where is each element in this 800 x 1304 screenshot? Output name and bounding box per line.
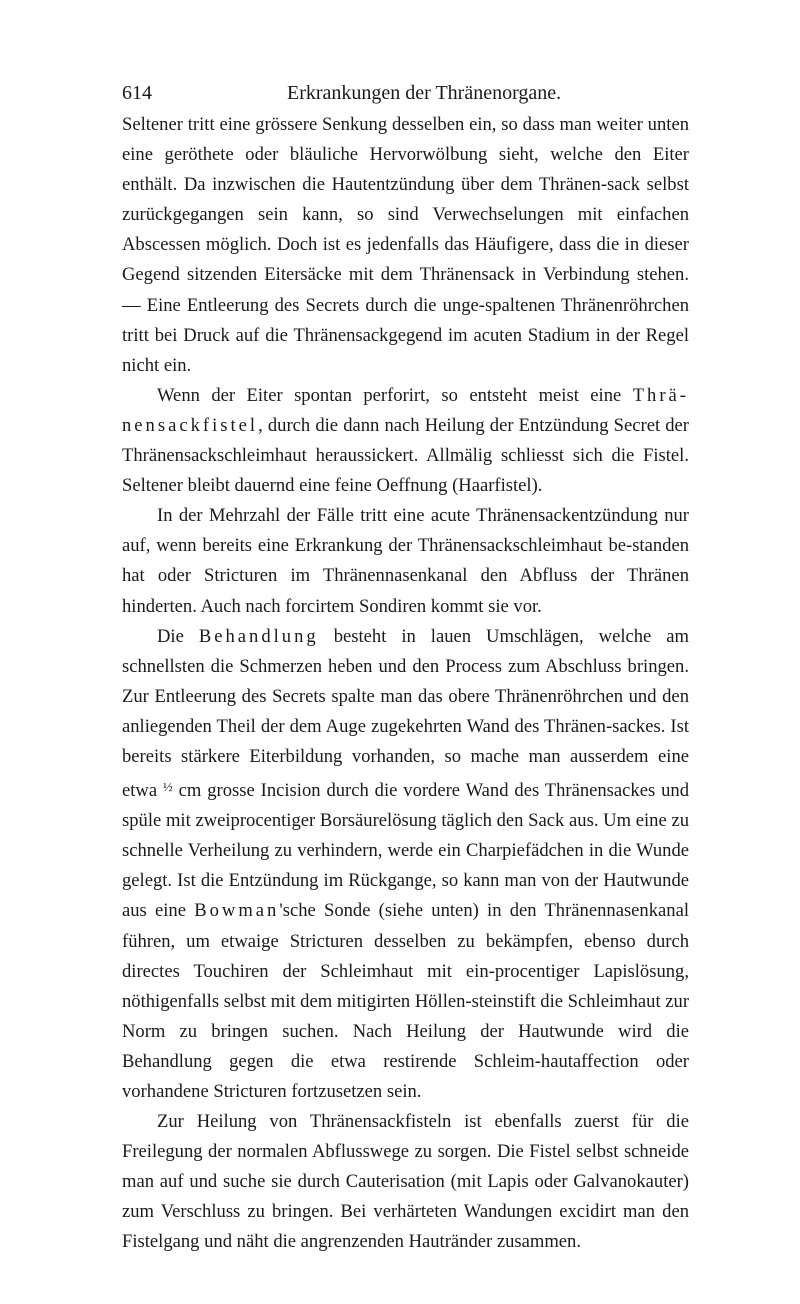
text-segment: 'sche Sonde (siehe unten) in den Thränennasenkanal führen, um etwaige Stricturen desselben zu bekämpfen, ebenso durch directes Touchiren der Schleimhaut mit ein-procentiger Lapislösung, nöthigenfalls selbst mit dem mitigirten Höllen-steinstift die Schleimhaut zur Norm zu bringen suchen. Nach Heilung der Hautwunde wird die Behandlung gegen die etwa restirende Schleim-hautaffection oder vorhandene Stricturen fortzusetzen sein. xyxy=(122,900,690,1102)
spaced-term: Thrä-nensackfistel xyxy=(122,384,689,436)
text-segment: Die xyxy=(157,625,199,647)
text-segment: Wenn der Eiter spontan perforirt, so entsteht meist eine xyxy=(157,384,633,406)
page-header xyxy=(122,78,682,108)
text-segment: Zur Heilung von Thränensackfisteln ist ebenfalls zuerst für die Freilegung der normalen Abflusswege zu sorgen. Die Fistel selbst schneide man auf und suche sie durch Cauterisation (mit Lapis oder Galvanokauter) zum Verschluss zu bringen. Bei verhärteten Wandungen excidirt man den Fistelgang und näht die angrenzenden Hautränder zusammen. xyxy=(122,1111,689,1253)
running-title: Erkrankungen der Thränenorgane. xyxy=(287,82,562,104)
paragraph xyxy=(122,1107,689,1257)
text-segment: Seltener tritt eine grössere Senkung desselben ein, so dass man weiter unten eine geröthete oder bläuliche Hervorwölbung sieht, welche den Eiter enthält. Da inzwischen die Hautentzündung über dem Thränen-sack selbst zurückgegangen sein kann, so sind Verwechselungen mit einfachen Abscessen möglich. Doch ist es jedenfalls das Häufigere, dass die in dieser Gegend sitzenden Eitersäcke mit dem Thränensack in Verbindung stehen. — Eine Entleerung des Secrets durch die unge-spaltenen Thränenröhrchen tritt bei Druck auf die Thränensackgegend im acuten Stadium in der Regel nicht ein. xyxy=(122,114,689,376)
paragraph xyxy=(122,501,689,621)
paragraph xyxy=(122,381,689,501)
fraction: ½ xyxy=(163,779,173,795)
spaced-term: Bowman xyxy=(194,900,280,922)
body-text xyxy=(122,110,689,1258)
text-segment: besteht in lauen Umschlägen, welche am schnellsten die Schmerzen heben und den Process zum Abschluss bringen. Zur Entleerung des Secrets spalte man das obere Thränenröhrchen und den anliegenden Theil der dem Auge zugekehrten Wand des Thränen-sackes. Ist bereits stärkere Eiterbildung vorhanden, so mache man ausserdem eine etwa xyxy=(122,625,689,802)
page-number: 614 xyxy=(122,82,152,104)
text-segment: cm grosse Incision durch die vordere Wand des Thränensackes und spüle mit zweiprocentiger Borsäurelösung täglich den Sack aus. Um eine zu schnelle Verheilung zu verhindern, werde ein Charpiefädchen in die Wunde gelegt. Ist die Entzündung im Rückgange, so kann man von der Hautwunde aus eine xyxy=(122,780,689,922)
paragraph xyxy=(122,622,689,1108)
text-segment: In der Mehrzahl der Fälle tritt eine acute Thränensackentzündung nur auf, wenn bereits eine Erkrankung der Thränensackschleimhaut be-standen hat oder Stricturen im Thränennasenkanal den Abfluss der Thränen hinderten. Auch nach forcirtem Sondiren kommt sie vor. xyxy=(122,505,689,617)
paragraph xyxy=(122,110,689,381)
spaced-term: Behandlung xyxy=(198,625,319,647)
text-segment: , durch die dann nach Heilung der Entzündung Secret der Thränensackschleimhaut heraussickert. Allmälig schliesst sich die Fistel. Seltener bleibt dauernd eine feine Oeffnung (Haarfistel). xyxy=(122,414,689,497)
